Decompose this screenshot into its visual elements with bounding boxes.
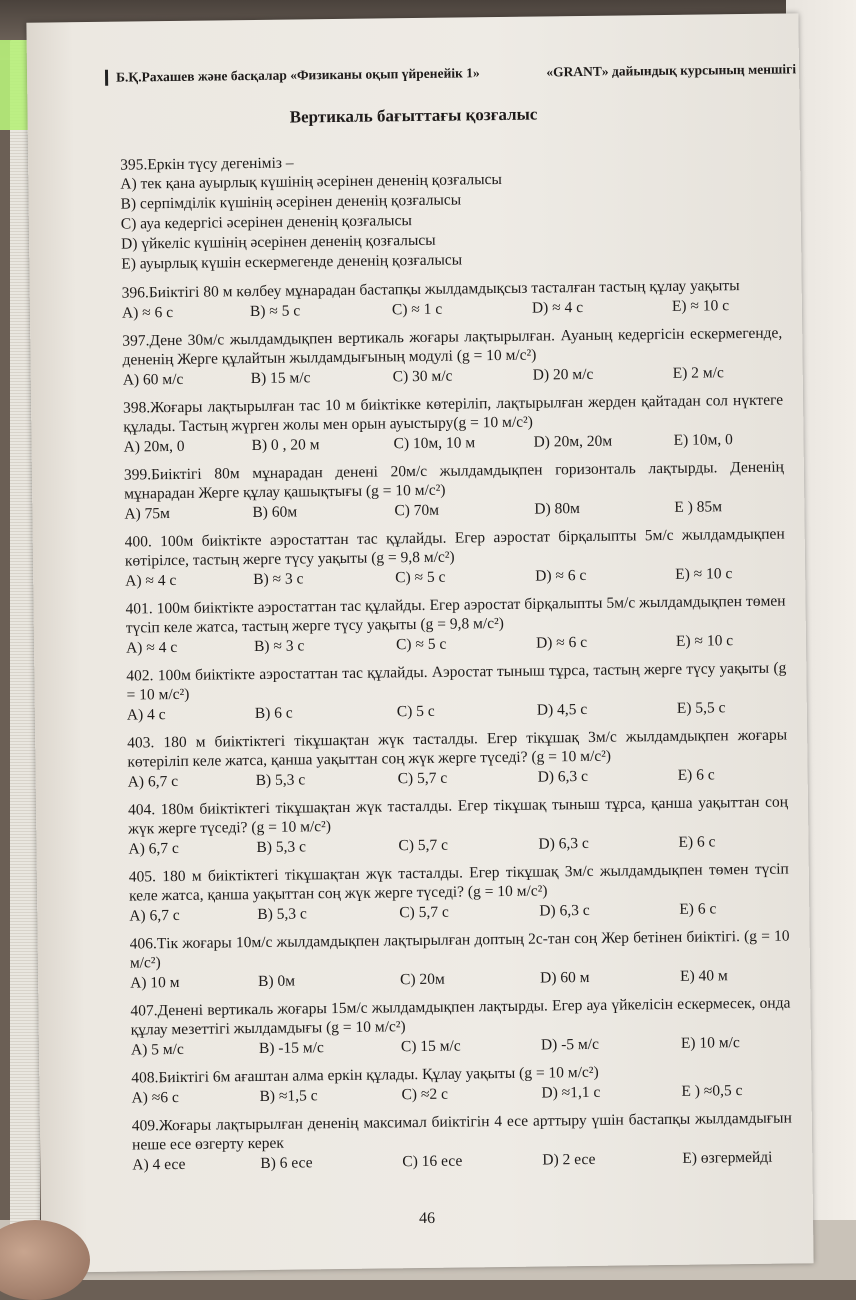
question-405: [129, 860, 790, 926]
question-396: [122, 276, 782, 323]
option-b: B) 0м: [258, 972, 296, 991]
question-text: 396.Биіктігі 80 м көлбеу мұнарадан бастапқы жылдамдықсыз тасталған тастың құлау уақыты: [121, 277, 740, 302]
question-text: 402. 100м биіктікте аэростаттан тас құлайды. Аэростат тыныш тұрса, тастың жерге түсу уақыты (g = 10 м/с²): [126, 659, 787, 704]
option-b: B) 15 м/с: [250, 369, 311, 388]
option-a: A) 4 с: [126, 706, 166, 724]
question-395: [120, 148, 781, 275]
question-text: 404. 180м биіктіктегі тікұшақтан жүк тасталды. Егер тікұшақ тыныш тұрса, қанша уақыттан соң жүк жерге түседі? (g = 10 м/с²): [127, 793, 789, 838]
question-400: [125, 525, 786, 591]
option-c: C) 5,7 с: [399, 903, 449, 922]
option-e: E) 5,5 с: [676, 699, 726, 717]
question-407: [130, 994, 791, 1060]
option-b: B) -15 м/с: [258, 1039, 324, 1057]
option-a: A) 4 есе: [132, 1155, 186, 1174]
option-c: C) ≈2 с: [401, 1085, 449, 1104]
option-d: D) ≈ 6 с: [535, 633, 588, 652]
question-401: [125, 592, 786, 658]
option-a: A) 6,7 с: [128, 839, 179, 858]
option-e: E) 6 с: [677, 766, 715, 784]
option-a: A) ≈6 с: [131, 1088, 179, 1107]
question-text: 399.Биіктігі 80м мұнарадан денені 20м/с жылдамдықпен горизонталь лақтырды. Дененің мұнарадан Жерге құлау қашықтығы (g = 10 м/с²): [123, 458, 784, 503]
option-a: A) 6,7 с: [127, 772, 179, 791]
option-c: C) 5,7 с: [397, 769, 448, 788]
option-c: C) 15 м/с: [400, 1037, 461, 1056]
option-d: D) 6,3 с: [537, 767, 589, 786]
question-402: [126, 659, 787, 725]
question-text: 395.Еркін түсу дегеніміз –: [120, 154, 294, 174]
option-b: B) 60м: [252, 503, 298, 522]
option-b: B) ≈ 3 с: [253, 637, 305, 656]
question-403: [127, 726, 788, 792]
option-b: B) 5,3 с: [257, 905, 307, 924]
option-a: A) 10 м: [130, 973, 180, 992]
option-d: D) 60 м: [539, 968, 590, 987]
option-c: C) 10м, 10 м: [393, 434, 476, 453]
option-b: B) 6 с: [254, 704, 293, 723]
question-text: 405. 180 м биіктіктегі тікұшақтан жүк тасталды. Егер тікұшақ 3м/с жылдамдықпен төмен түсіп келе жатса, қанша уақыттан соң жүк жерге түседі? (g = 10 м/с²): [128, 860, 789, 905]
option-a: A) ≈ 4 с: [125, 638, 178, 657]
option-d: D) 4,5 с: [536, 700, 588, 719]
page-number: 46: [418, 1209, 436, 1228]
option-d: D) 20м, 20м: [533, 432, 613, 451]
sticky-note-tab: [0, 40, 28, 130]
question-406: [130, 927, 791, 993]
question-list: [120, 148, 793, 1184]
option-c: C) 5,7 с: [398, 836, 449, 855]
option-b: B) 0 , 20 м: [251, 436, 320, 455]
option-b: B) ≈1,5 с: [259, 1087, 318, 1105]
option-c: C) ≈ 1 с: [391, 300, 443, 319]
question-409: [132, 1108, 793, 1174]
option-d: D) ≈1,1 с: [541, 1083, 601, 1102]
header-author-title: Б.Қ.Рахашев және басқалар «Физиканы оқып үйренейік 1»: [115, 65, 480, 85]
option-e: E) 6 с: [678, 833, 716, 851]
option-e: E ) ≈0,5 с: [681, 1082, 743, 1100]
option-e: E) ≈ 10 с: [675, 565, 733, 583]
option-a: A) 5 м/с: [130, 1040, 184, 1059]
question-404: [128, 793, 789, 859]
option-e: E) өзгермейді: [682, 1148, 773, 1167]
answer-options: [120, 167, 781, 275]
option-b: B) 5,3 с: [255, 771, 306, 790]
option-a: A) 60 м/с: [122, 370, 184, 389]
question-text: 407.Денені вертикаль жоғары 15м/с жылдамдықпен лақтырды. Егер ауа үйкелісін ескермесек, онда құлау мезеттігі жылдамдығы (g = 10 м/с²): [130, 994, 791, 1039]
option-c: C) ≈ 5 с: [395, 568, 446, 587]
option-a: A) ≈ 6 с: [121, 303, 174, 322]
question-399: [124, 458, 785, 524]
option-c: C) 20м: [400, 970, 445, 989]
book-page: [26, 13, 813, 1272]
option-d: D) 20 м/с: [532, 365, 594, 384]
option-e: E) ауырлық күшін ескермегенде дененің қозғалысы: [121, 251, 463, 273]
question-398: [123, 391, 784, 457]
question-text: 398.Жоғары лақтырылған тас 10 м биіктікке көтеріліп, лақтырылған жерден қайтадан сол нүктеге құлады. Тастың жүрген жолы мен орын ауыстыру(g = 10 м/с²): [123, 391, 784, 436]
question-text: 401. 100м биіктікте аэростаттан тас құлайды. Егер аэростат бірқалыпты 5м/с жылдамдықпен төмен түсіп келе жатса, тастың жерге түсу уақыты (g = 9,8 м/с²): [125, 592, 786, 637]
option-c: C) ауа кедергісі әсерінен дененің қозғалысы: [120, 212, 412, 233]
option-a: A) 75м: [124, 505, 171, 523]
question-text: 409.Жоғары лақтырылған дененің максимал биіктігін 4 есе арттыру үшін бастапқы жылдамдығын неше есе өзгерту керек: [131, 1109, 792, 1154]
option-c: C) ≈ 5 с: [395, 635, 447, 654]
option-e: E ) 85м: [674, 498, 723, 516]
question-text: 400. 100м биіктікте аэростаттан тас құлайды. Егер аэростат бірқалыпты 5м/с жылдамдықпен көтірілсе, тастың жерге түсу уақыты (g = 9,8 м/с²): [124, 525, 785, 570]
option-e: E) 10 м/с: [680, 1034, 740, 1052]
option-b: B) 6 есе: [260, 1154, 313, 1172]
option-a: A) ≈ 4 с: [125, 571, 177, 590]
option-e: E) 10м, 0: [673, 431, 733, 449]
option-c: C) 5 с: [396, 702, 435, 721]
option-d: D) үйкеліс күшінің әсерінен дененің қозғалысы: [121, 231, 436, 253]
section-title: Вертикаль бағыттағы қозғалыс: [289, 104, 538, 127]
question-text: 408.Биіктігі 6м ағаштан алма еркін құлады. Құлау уақыты (g = 10 м/с²): [131, 1063, 599, 1087]
option-b: B) ≈ 3 с: [253, 570, 304, 589]
option-a: A) 6,7 с: [129, 906, 180, 925]
option-e: E) ≈ 10 с: [671, 297, 730, 315]
question-397: [122, 324, 783, 390]
option-e: E) 2 м/с: [672, 364, 724, 382]
option-e: E) ≈ 10 с: [675, 632, 734, 650]
question-text: 406.Тік жоғары 10м/с жылдамдықпен лақтырылған доптың 2с-тан соң Жер бетінен биіктігі. (g = 10 м/с²): [129, 927, 790, 972]
option-a: A) 20м, 0: [123, 437, 185, 456]
option-d: D) 2 есе: [542, 1150, 596, 1169]
option-d: D) ≈ 4 с: [531, 298, 584, 317]
option-d: D) ≈ 6 с: [535, 566, 587, 585]
header-owner: «GRANT» дайындық курсының меншігі: [546, 61, 797, 80]
option-c: C) 70м: [394, 501, 440, 520]
option-d: D) -5 м/с: [540, 1035, 600, 1054]
question-text: 403. 180 м биіктіктегі тікұшақтан жүк тасталды. Егер тікұшақ 3м/с жылдамдықпен жоғары көтеріліп келе жатса, қанша уақыттан соң жүк жерге түседі? (g = 10 м/с²): [127, 726, 788, 771]
option-d: D) 80м: [534, 500, 581, 518]
option-d: D) 6,3 с: [539, 901, 590, 920]
option-c: C) 30 м/с: [392, 367, 453, 386]
question-408: [131, 1060, 791, 1107]
option-a: A) тек қана ауырлық күшінің әсерінен дененің қозғалысы: [120, 170, 503, 193]
option-b: B) серпімділік күшінің әсерінен дененің қозғалысы: [120, 191, 462, 213]
question-text: 397.Дене 30м/с жылдамдықпен вертикаль жоғары лақтырылған. Ауаның кедергісін ескермегенде, дененің Жерге құлайтын жылдамдығының модулі (g = 10 м/с²): [122, 324, 783, 369]
option-b: B) ≈ 5 с: [249, 302, 301, 321]
option-b: B) 5,3 с: [256, 838, 307, 857]
option-d: D) 6,3 с: [538, 834, 589, 853]
page-header: [105, 61, 796, 85]
option-e: E) 40 м: [679, 967, 728, 985]
option-e: E) 6 с: [679, 900, 717, 918]
option-c: C) 16 есе: [402, 1152, 463, 1171]
